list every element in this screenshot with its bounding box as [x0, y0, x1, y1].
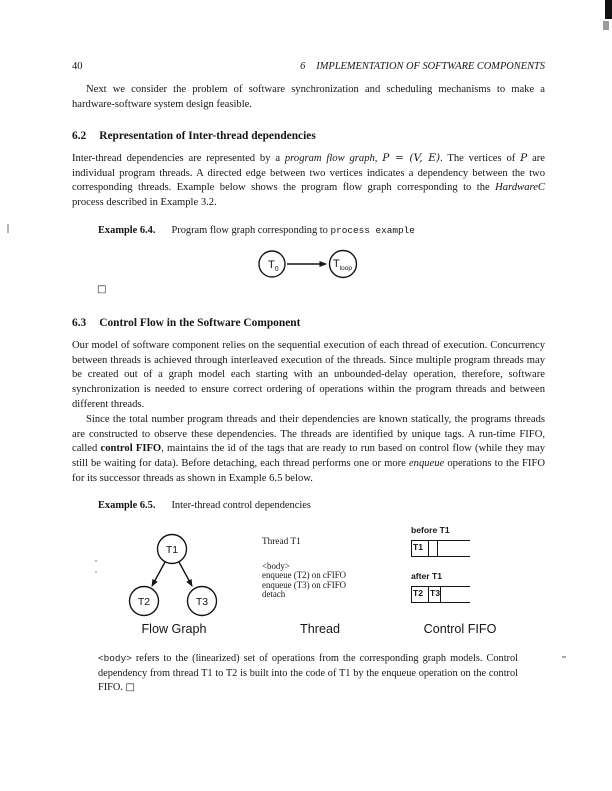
text-run: , — [374, 153, 383, 164]
text-run: , maintains the id of the tags that are ready to run based on control flow (while they may still be waiting for data). Before detaching, each thread performs one or more — [72, 443, 545, 470]
section-title: Representation of Inter-thread dependencies — [99, 130, 316, 142]
intro-paragraph: Next we consider the problem of software synchronization and scheduling mechanisms to make a hardware-software system design feasible. — [72, 84, 545, 110]
node-label-t0: $T_0$ — [268, 259, 279, 273]
flow-graph-label: Flow Graph — [141, 622, 207, 636]
text-run: process described in Example 3.2. — [72, 197, 217, 209]
italic-term: enqueue — [408, 458, 445, 470]
code-line: enqueue (T2) on cFIFO — [262, 570, 347, 581]
example-6-5-caption — [98, 500, 311, 511]
control-fifo-label: Control FIFO — [423, 622, 497, 636]
text-run: Since the total number program threads and their dependencies are known statically, the programs threads are constructed to observe these dependencies. The threads are identified by unique tags. A run-time FIFO, called — [72, 414, 545, 455]
end-of-example-marker: □ — [97, 284, 107, 295]
code-line: detach — [262, 589, 286, 600]
closing-paragraph — [98, 652, 518, 696]
section-6-3-paragraph-1: Our model of software component relies on the sequential execution of each thread of execution. Concurrency between threads is achieved through interleaved execution of the threads. Since multiple program threads may be created out of a graph model each starting with an unbounded-delay operation, therefore, software synchronization is needed to ensure correct ordering of operations within the program threads and between different threads. — [72, 340, 545, 410]
fifo-cell — [429, 541, 438, 556]
section-6-3-paragraph-2 — [72, 413, 545, 487]
scan-speck — [95, 571, 97, 573]
example-label: Example 6.5. — [98, 500, 156, 511]
thread-code-block — [262, 562, 346, 600]
italic-term: program flow graph — [284, 153, 375, 164]
section-6-2-paragraph — [72, 151, 545, 211]
fifo-after-box — [411, 586, 470, 603]
section-6-3-heading — [72, 317, 300, 329]
math-symbol: P — [520, 152, 528, 164]
fifo-after-label: after T1 — [411, 571, 443, 581]
fifo-before-label: before T1 — [411, 525, 450, 535]
page-number: 40 — [72, 61, 83, 72]
scan-artifact-gray — [603, 21, 609, 30]
text-run: refers to the (linearized) set of operations from the corresponding graph models. Control dependency from thread T1 to T2 is built into the code of T1 by the enqueue operation on the control FIFO. — [98, 653, 518, 694]
scan-artifact-left-dash — [7, 224, 9, 233]
fifo-cell: T2 — [412, 587, 429, 602]
bold-term: control FIFO — [100, 443, 162, 455]
caption-text: Program flow graph corresponding to — [171, 225, 331, 236]
running-header-chapter: 6 — [300, 61, 306, 72]
node-label-t2: T2 — [137, 596, 151, 608]
code-line: <body> — [262, 561, 290, 571]
text-run: are individual program threads. A directed edge between two vertices indicates a dependency between the two corresponding threads. Example below shows the program flow graph corresponding to the — [72, 153, 546, 194]
text-run: operations to the FIFO for its successor threads as shown in Example 6.5 below. — [72, 458, 545, 484]
fifo-before-box — [411, 540, 470, 557]
text-run: . The vertices of — [440, 153, 521, 164]
fifo-cell: T1 — [412, 541, 429, 556]
node-label-t1: T1 — [165, 544, 179, 556]
inline-code: <body> — [98, 653, 132, 664]
code-line: enqueue (T3) on cFIFO — [262, 579, 347, 590]
section-number: 6.3 — [72, 317, 87, 329]
end-of-example-marker: □ — [125, 682, 135, 694]
section-number: 6.2 — [72, 130, 87, 142]
caption-text: Inter-thread control dependencies — [171, 500, 311, 511]
example-6-4-caption — [98, 225, 415, 236]
section-title: Control Flow in the Software Component — [99, 317, 301, 329]
example-label: Example 6.4. — [98, 225, 156, 236]
thread-label: Thread — [300, 622, 340, 636]
edge-t1-t2 — [152, 562, 165, 586]
fifo-cell: T3 — [429, 587, 441, 602]
caption-code: process example — [330, 225, 415, 236]
running-header-title: IMPLEMENTATION OF SOFTWARE COMPONENTS — [316, 61, 545, 72]
text-run: Inter-thread dependencies are represented by a — [72, 153, 285, 164]
node-label-t3: T3 — [195, 596, 209, 608]
section-6-2-heading — [72, 130, 316, 142]
italic-term: HardwareC — [495, 182, 545, 194]
edge-t1-t3 — [179, 562, 192, 586]
thread-title: Thread T1 — [262, 537, 301, 547]
running-header — [300, 61, 545, 72]
inter-thread-flow-graph — [118, 530, 230, 622]
scan-speck — [562, 656, 566, 658]
math-expression: P = (V, E) — [382, 152, 441, 164]
scan-speck — [95, 560, 97, 562]
program-flow-graph-diagram — [240, 243, 370, 287]
node-label-tloop: $T_{loop}$ — [333, 258, 353, 272]
scan-artifact-top-right — [605, 0, 612, 19]
